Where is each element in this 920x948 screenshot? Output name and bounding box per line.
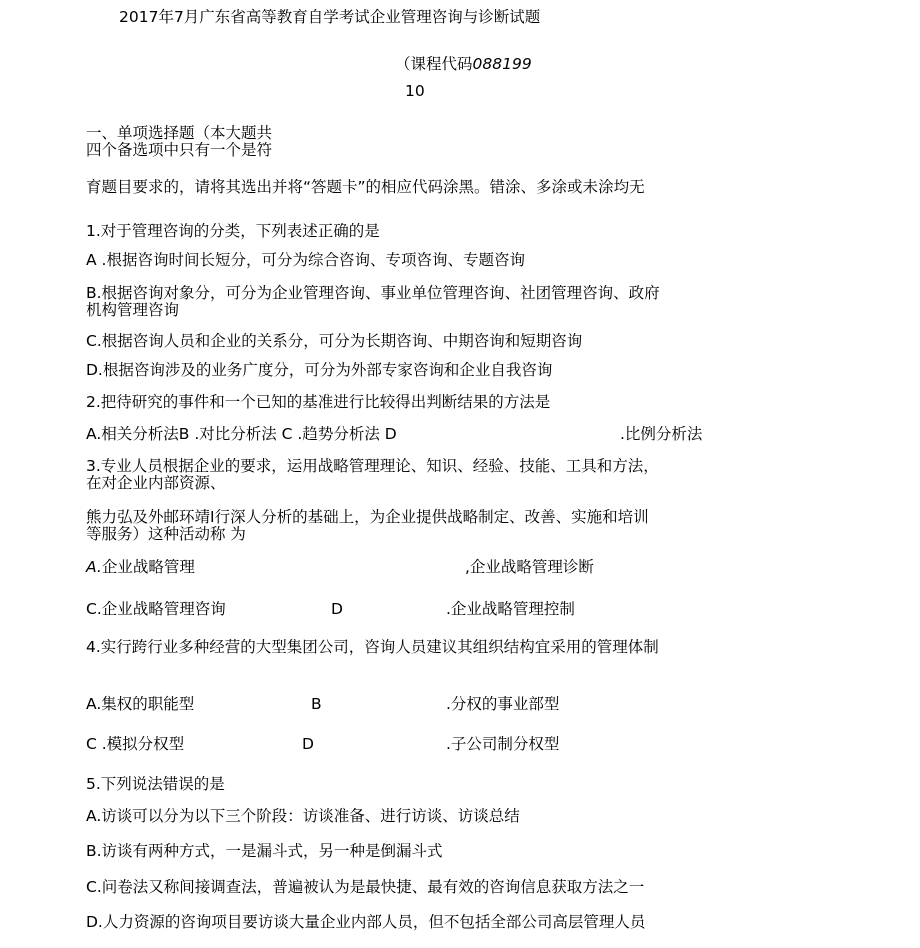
question-1-stem: 1.对于管理咨询的分类，下列表述正确的是	[86, 222, 380, 240]
question-3-option-a-text: 企业战略管理	[101, 558, 195, 576]
question-1-option-c: C.根据咨询人员和企业的关系分，可分为长期咨询、中期咨询和短期咨询	[86, 332, 583, 350]
question-4-option-a: A.集权的职能型	[86, 695, 195, 713]
course-code: 088199	[472, 55, 532, 73]
question-3-stem-line3: 熊力弘及外邮环靖I行深人分析的基础上，为企业提供战略制定、改善、实施和培训	[86, 508, 649, 526]
page-number: 10	[405, 82, 425, 100]
section-line-2: 四个备选项中只有一个是符	[86, 141, 273, 159]
question-5-option-b: B.访谈有两种方式，一是漏斗式，另一种是倒漏斗式	[86, 842, 443, 860]
question-2-stem: 2.把待研究的事件和一个已知的基准进行比较得出判断结果的方法是	[86, 393, 551, 411]
question-3-option-d-text: .企业战略管理控制	[446, 600, 575, 618]
question-4-option-d-letter: D	[302, 735, 314, 753]
question-1-option-d: D.根据咨询涉及的业务广度分，可分为外部专家咨询和企业自我咨询	[86, 361, 553, 379]
question-5-option-d: D.人力资源的咨询项目要访谈大量企业内部人员，但不包括全部公司高层管理人员	[86, 913, 646, 931]
question-4-option-d-text: .子公司制分权型	[446, 735, 560, 753]
question-1-option-a: A .根据咨询时间长短分，可分为综合咨询、专项咨询、专题咨询	[86, 251, 525, 269]
question-5-option-c: C.问卷法又称间接调查法，普遍被认为是最快捷、最有效的咨询信息获取方法之一	[86, 878, 645, 896]
section-heading: 一、单项选择题（本大题共	[86, 124, 273, 142]
question-5-option-a: A.访谈可以分为以下三个阶段：访谈准备、进行访谈、访谈总结	[86, 807, 520, 825]
course-code-line	[395, 55, 532, 73]
question-3-option-b: ,企业战略管理诊断	[465, 558, 594, 576]
question-2-options-left: A.相关分析法B .对比分析法 C .趋势分析法 D	[86, 425, 397, 443]
question-3-option-c: C.企业战略管理咨询	[86, 600, 226, 618]
question-3-stem-line2: 在对企业内部资源、	[86, 474, 226, 492]
question-1-option-b-line1: B.根据咨询对象分，可分为企业管理咨询、事业单位管理咨询、社团管理咨询、政府	[86, 284, 660, 302]
exam-title: 2017年7月广东省高等教育自学考试企业管理咨询与诊断试题	[119, 8, 541, 26]
question-4-stem: 4.实行跨行业多种经营的大型集团公司，咨询人员建议其组织结构宜采用的管理体制	[86, 638, 659, 656]
question-1-option-b-line2: 机构管理咨询	[86, 301, 180, 319]
question-3-stem-line4: 等服务）这种活动称 为	[86, 525, 246, 543]
question-4-option-b-letter: B	[311, 695, 322, 713]
question-3-option-a	[86, 558, 195, 576]
question-4-option-b-text: .分权的事业部型	[446, 695, 560, 713]
question-2-option-d-text: .比例分析法	[620, 425, 703, 443]
course-code-prefix: （课程代码	[395, 55, 473, 73]
question-4-option-c: C .模拟分权型	[86, 735, 185, 753]
question-3-stem-line1: 3.专业人员根据企业的要求，运用战略管理理论、知识、经验、技能、工具和方法，	[86, 457, 659, 475]
question-3-option-d-letter: D	[331, 600, 343, 618]
section-line-3: 育题目要求的，请将其选出并将“答题卡”的相应代码涂黑。错涂、多涂或未涂均无	[86, 178, 645, 196]
question-3-option-a-letter: A.	[86, 558, 102, 576]
question-5-stem: 5.下列说法错误的是	[86, 775, 225, 793]
